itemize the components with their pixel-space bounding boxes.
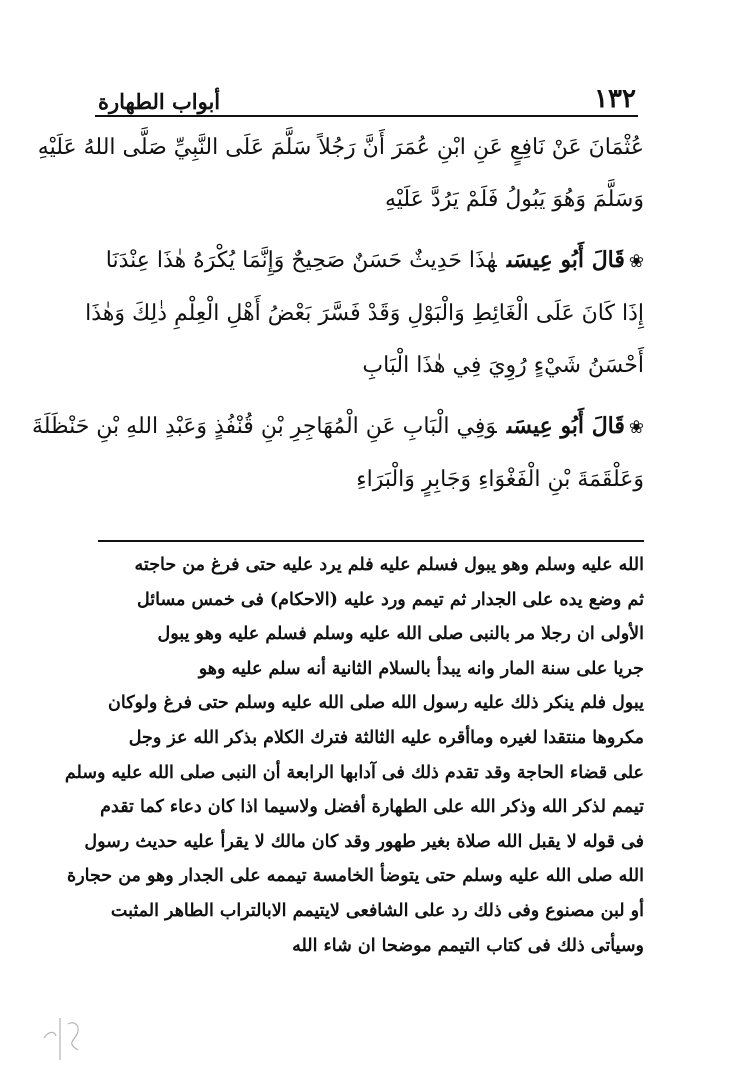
text-line — [92, 234, 644, 288]
text-line: أَحْسَنُ شَيْءٍ رُوِيَ فِي هٰذَا الْبَابِ — [362, 353, 644, 378]
footnote-line: فى قوله لا يقبل الله صلاة بغير طهور وقد كان مالك لا يقرأ عليه حديث رسول — [84, 831, 644, 852]
footnote-line: الله عليه وسلم وهو يبول فسلم عليه فلم يرد عليه حتى فرغ من حاجته — [134, 555, 644, 575]
header-rule — [95, 115, 638, 117]
footnote-line: مكروها منتقدا لغيره وماأقره عليه الثالثة فترك الكلام بذكر الله عز وجل — [128, 727, 644, 748]
speaker-label: قَالَ أَبُو عِيسَى — [506, 413, 625, 439]
hadith-paragraph — [37, 122, 644, 226]
text-line: إِذَا كَانَ عَلَى الْغَائِطِ وَالْبَوْلِ وَقَدْ فَسَّرَ بَعْضُ أَهْلِ الْعِلْمِ ذٰلِكَ وَهٰذَا — [85, 301, 644, 326]
text-line — [31, 400, 644, 454]
commentary-paragraph-2 — [31, 400, 644, 506]
running-title: أبواب الطهارة — [98, 89, 221, 114]
text-segment: وَفِي الْبَابِ عَنِ الْمُهَاجِرِ بْنِ قُنْفُذٍ وَعَبْدِ اللهِ بْنِ حَنْظَلَةَ — [31, 414, 497, 439]
footnote-commentary — [64, 548, 644, 963]
text-segment: هٰذَا حَدِيثٌ حَسَنٌ صَحِيحٌ وَإِنَّمَا يُكْرَهُ هٰذَا عِنْدَنَا — [105, 248, 497, 273]
text-line: وَسَلَّمَ وَهُوَ يَبُولُ فَلَمْ يَرُدَّ عَلَيْهِ — [385, 187, 644, 212]
footnote-separator — [98, 540, 644, 542]
footnote-line: أو لبن مصنوع وفى ذلك رد على الشافعى لايتيمم الابالتراب الطاهر المثبت — [110, 900, 644, 921]
footnote-line: الأولى ان رجلا مر بالنبى صلى الله عليه وسلم فسلم عليه وهو يبول — [157, 624, 644, 645]
commentary-paragraph-1 — [85, 234, 644, 392]
footnote-line: ثم وضع يده على الجدار ثم تيمم ورد عليه (الاحكام) فى خمس مسائل — [136, 589, 644, 610]
text-line: عُثْمَانَ عَنْ نَافِعٍ عَنِ ابْنِ عُمَرَ أَنَّ رَجُلاً سَلَّمَ عَلَى النَّبِيِّ صَلَّى اللهُ عَلَيْهِ — [37, 135, 644, 160]
footnote-line: تيمم لذكر الله وذكر الله على الطهارة أفضل ولاسيما اذا كان دعاء كما تقدم — [100, 797, 644, 818]
flower-icon: ❀ — [628, 417, 644, 438]
footnote-line: جريا على سنة المار وانه يبدأ بالسلام الثانية أنه سلم عليه وهو — [198, 658, 644, 679]
flower-icon: ❀ — [628, 251, 644, 272]
footnote-line: على قضاء الحاجة وقد تقدم ذلك فى آدابها الرابعة أن النبى صلى الله عليه وسلم — [64, 762, 644, 783]
footnote-line: يبول فلم ينكر ذلك عليه رسول الله صلى الله عليه وسلم حتى فرغ ولوكان — [108, 693, 644, 714]
speaker-label: قَالَ أَبُو عِيسَى — [506, 247, 625, 273]
hadith-text — [31, 122, 644, 514]
text-line: وَعَلْقَمَةَ بْنِ الْفَغْوَاءِ وَجَابِرٍ وَالْبَرَاءِ — [356, 467, 644, 492]
pencil-mark-icon — [38, 1010, 88, 1070]
page-number: ١٣٢ — [594, 84, 636, 114]
footnote-line: الله صلى الله عليه وسلم حتى يتوضأ الخامسة تيممه على الجدار وهو من حجارة — [67, 866, 644, 887]
page-header — [98, 72, 636, 112]
footnote-line: وسيأتى ذلك فى كتاب التيمم موضحا ان شاء الله — [292, 935, 644, 956]
